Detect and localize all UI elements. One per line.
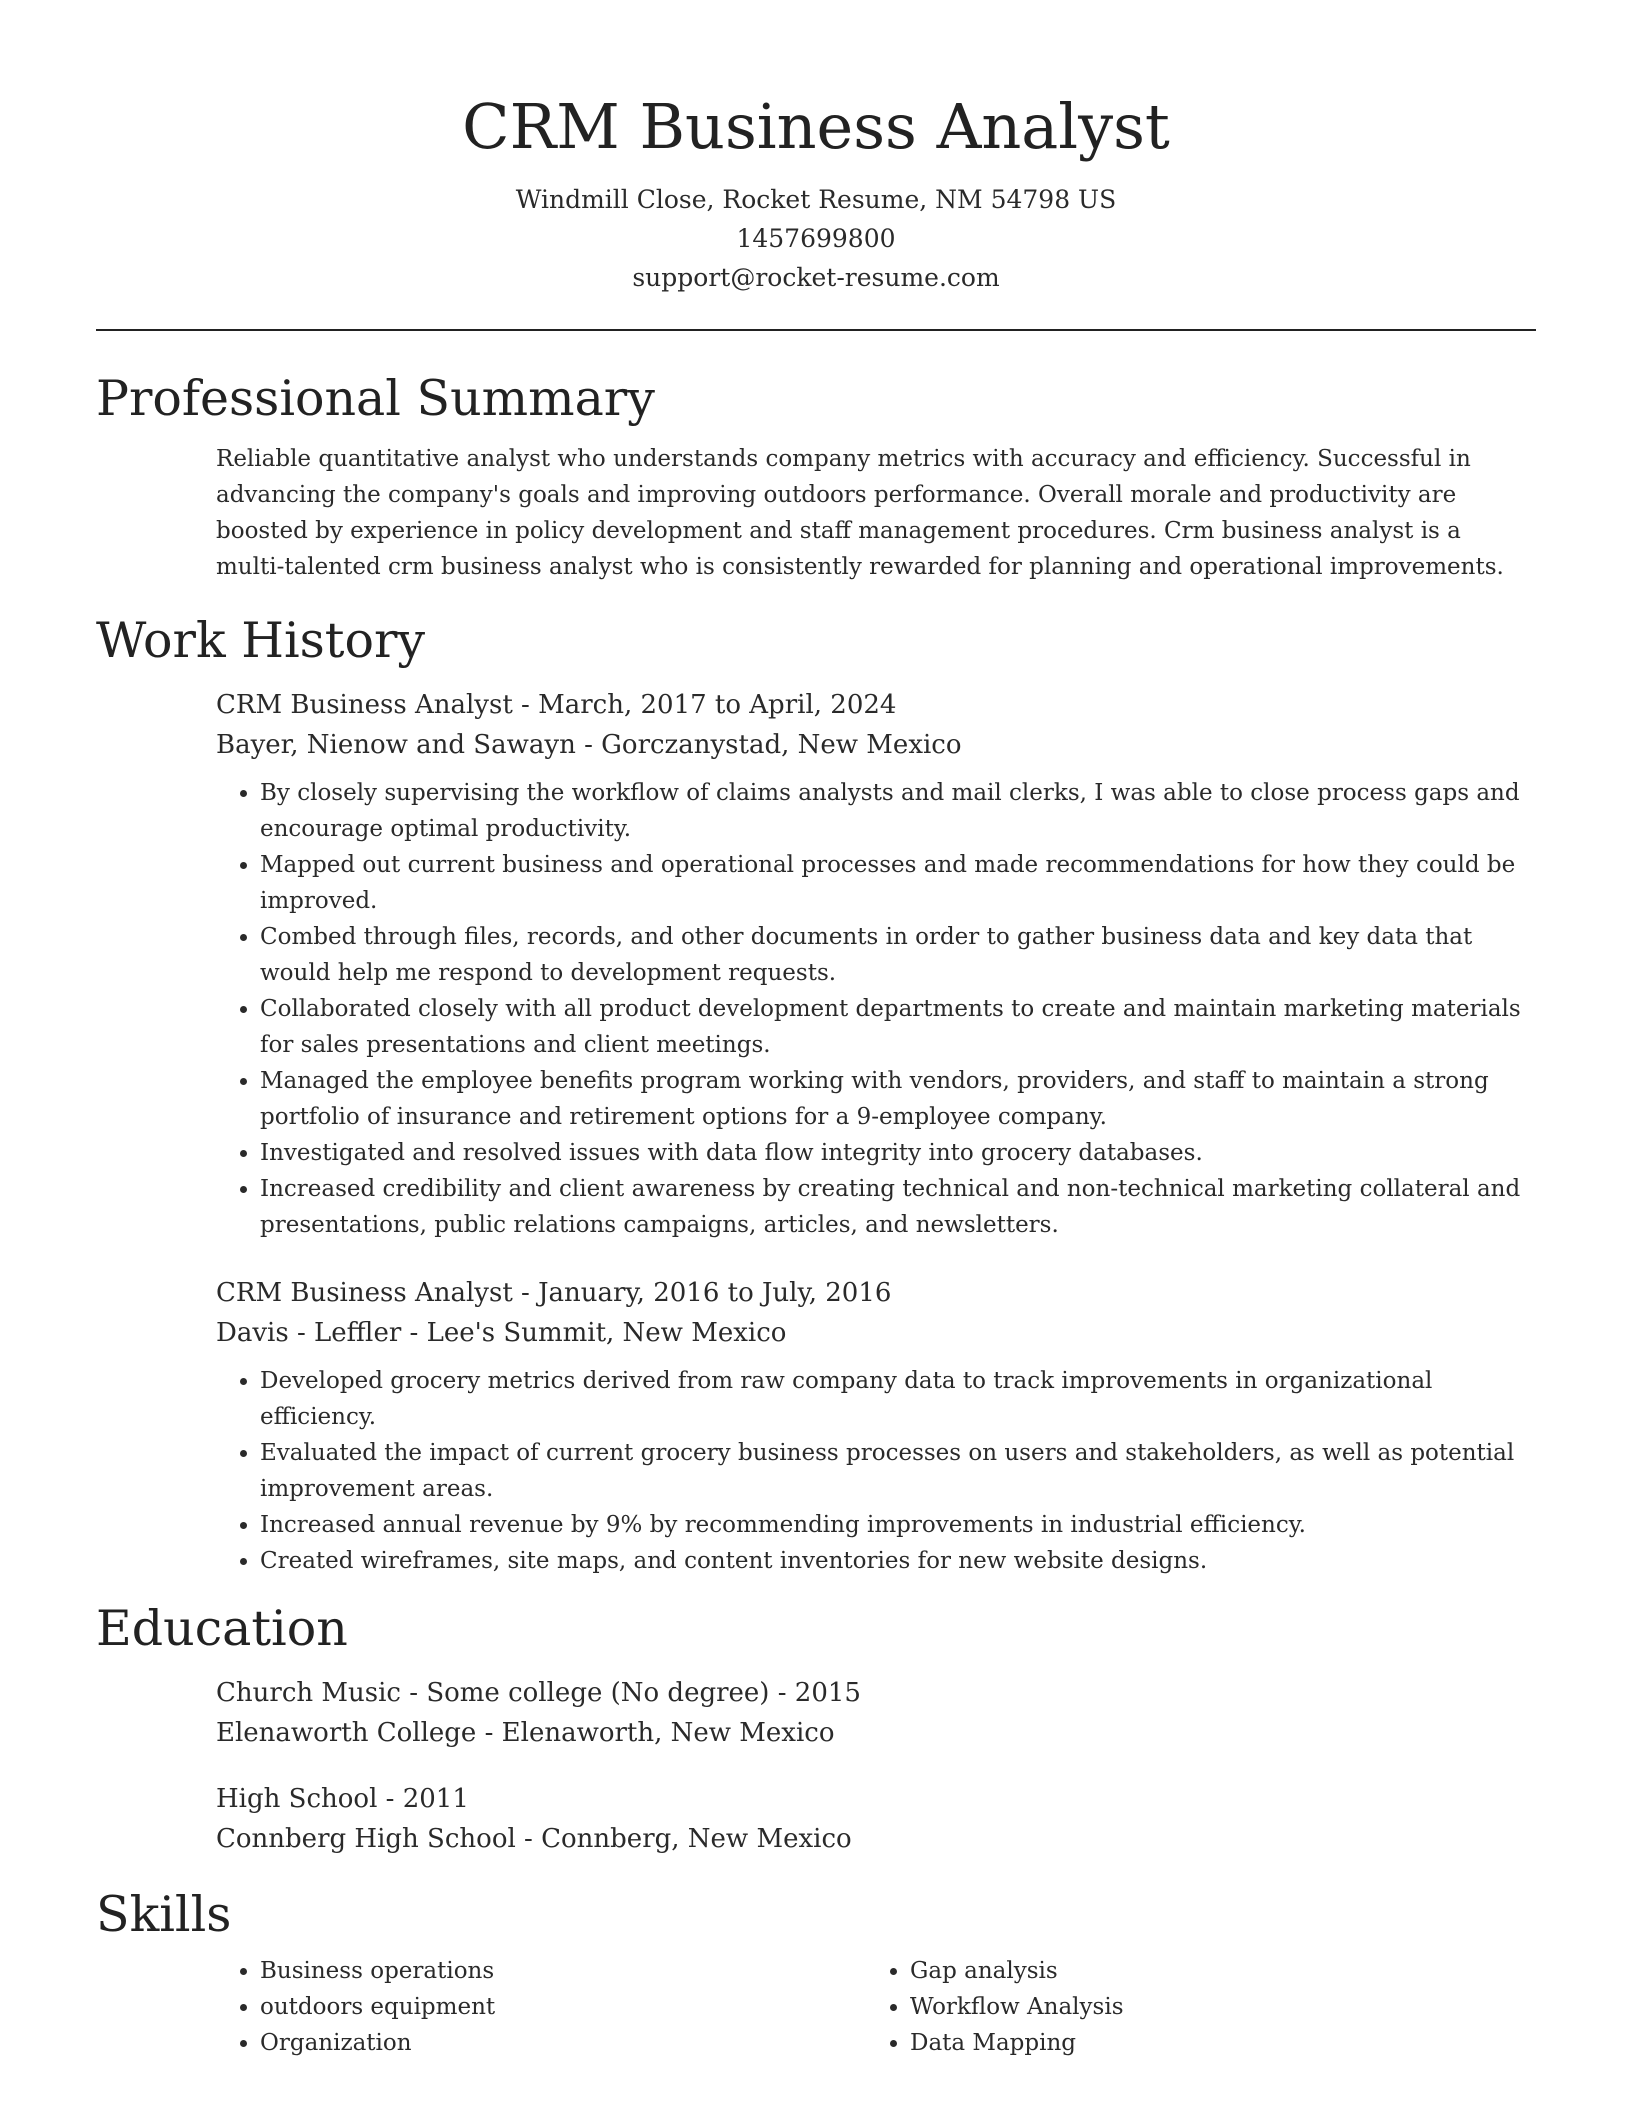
job-location: Lee's Summit, New Mexico bbox=[426, 1318, 787, 1348]
education-entry bbox=[216, 1673, 1536, 1753]
job-title-line: CRM Business Analyst - January, 2016 to July, 2016 bbox=[216, 1278, 892, 1308]
education-school-line: Elenaworth College - Elenaworth, New Mexico bbox=[216, 1718, 835, 1748]
job-bullet: • Increased credibility and client awareness by creating technical and non-technical marketing collateral and presentations, public relations campaigns, articles, and newsletters. bbox=[260, 1171, 1536, 1243]
job-org-line: Davis - Leffler - Lee's Summit, New Mexico bbox=[216, 1318, 787, 1348]
work-history-section bbox=[96, 611, 1536, 1579]
job-bullets bbox=[216, 1363, 1536, 1579]
education-level: Some college (No degree) bbox=[426, 1678, 770, 1708]
education-school: Connberg High School bbox=[216, 1824, 516, 1854]
skill-item: • outdoors equipment bbox=[260, 1989, 866, 2025]
education-title: Education bbox=[96, 1600, 348, 1657]
resume-header bbox=[96, 0, 1536, 297]
summary-section bbox=[96, 369, 1536, 585]
education-degree: Church Music bbox=[216, 1678, 401, 1708]
job-company: Bayer, Nienow and Sawayn bbox=[216, 730, 576, 760]
skills-grid bbox=[216, 1953, 1536, 2061]
skills-list bbox=[216, 1953, 866, 2061]
summary-text: Reliable quantitative analyst who understands company metrics with accuracy and efficiency. Successful in advancing the company's goals and improving outdoors performance. Overall morale and productivity are boosted by experience in policy development and staff management procedures. Crm business analyst is a multi-talented crm business analyst who is consistently rewarded for planning and operational improvements. bbox=[216, 446, 1504, 580]
education-location: Connberg, New Mexico bbox=[541, 1824, 852, 1854]
skill-item: • Gap analysis bbox=[910, 1953, 1516, 1989]
summary-title: Professional Summary bbox=[96, 370, 655, 427]
education-year: 2015 bbox=[794, 1678, 861, 1708]
job-bullet: • Mapped out current business and operational processes and made recommendations for how they could be improved. bbox=[260, 847, 1536, 919]
job-org-line: Bayer, Nienow and Sawayn - Gorczanystad, New Mexico bbox=[216, 730, 962, 760]
education-school-line: Connberg High School - Connberg, New Mexico bbox=[216, 1824, 852, 1854]
job-bullet: • Combed through files, records, and other documents in order to gather business data and key data that would help me respond to development requests. bbox=[260, 919, 1536, 991]
contact-address: Windmill Close, Rocket Resume, NM 54798 US bbox=[515, 185, 1117, 214]
education-location: Elenaworth, New Mexico bbox=[501, 1718, 835, 1748]
education-section bbox=[96, 1599, 1536, 1859]
skills-section bbox=[96, 1885, 1536, 2061]
job-bullet: • Evaluated the impact of current grocery business processes on users and stakeholders, as well as potential improvement areas. bbox=[260, 1435, 1536, 1507]
skills-list bbox=[866, 1953, 1516, 2061]
skills-column-left bbox=[216, 1953, 866, 2061]
job-bullet: • By closely supervising the workflow of claims analysts and mail clerks, I was able to close process gaps and encourage optimal productivity. bbox=[260, 775, 1536, 847]
skill-item: • Organization bbox=[260, 2025, 866, 2061]
education-degree: High School bbox=[216, 1784, 378, 1814]
resume-page bbox=[96, 0, 1536, 2061]
job-bullet: • Created wireframes, site maps, and content inventories for new website designs. bbox=[260, 1543, 1536, 1579]
job-bullet: • Developed grocery metrics derived from raw company data to track improvements in organizational efficiency. bbox=[260, 1363, 1536, 1435]
contact-email: support@rocket-resume.com bbox=[632, 263, 1000, 292]
education-year: 2011 bbox=[402, 1784, 469, 1814]
job-bullet: • Collaborated closely with all product development departments to create and maintain marketing materials for sales presentations and client meetings. bbox=[260, 991, 1536, 1063]
education-entry bbox=[216, 1779, 1536, 1859]
skill-item: • Business operations bbox=[260, 1953, 866, 1989]
job-location: Gorczanystad, New Mexico bbox=[601, 730, 962, 760]
education-degree-line: High School - 2011 bbox=[216, 1784, 469, 1814]
work-history-title: Work History bbox=[96, 612, 426, 669]
job-role: CRM Business Analyst bbox=[216, 690, 513, 720]
education-school: Elenaworth College bbox=[216, 1718, 477, 1748]
job-title-line: CRM Business Analyst - March, 2017 to April, 2024 bbox=[216, 690, 897, 720]
job-bullet: • Investigated and resolved issues with data flow integrity into grocery databases. bbox=[260, 1135, 1536, 1171]
contact-block bbox=[96, 180, 1536, 297]
header-divider bbox=[96, 329, 1536, 331]
skill-item: • Workflow Analysis bbox=[910, 1989, 1516, 2025]
job-entry bbox=[216, 685, 1536, 1243]
job-bullet: • Managed the employee benefits program working with vendors, providers, and staff to maintain a strong portfolio of insurance and retirement options for a 9-employee company. bbox=[260, 1063, 1536, 1135]
job-dates: January, 2016 to July, 2016 bbox=[538, 1278, 892, 1308]
job-role: CRM Business Analyst bbox=[216, 1278, 513, 1308]
job-dates: March, 2017 to April, 2024 bbox=[538, 690, 897, 720]
job-bullet: • Increased annual revenue by 9% by recommending improvements in industrial efficiency. bbox=[260, 1507, 1536, 1543]
skills-column-right bbox=[866, 1953, 1516, 2061]
job-entry bbox=[216, 1273, 1536, 1579]
skill-item: • Data Mapping bbox=[910, 2025, 1516, 2061]
candidate-name: CRM Business Analyst bbox=[462, 90, 1170, 163]
education-degree-line: Church Music - Some college (No degree) - 2015 bbox=[216, 1678, 861, 1708]
skills-title: Skills bbox=[96, 1886, 232, 1943]
job-bullets bbox=[216, 775, 1536, 1243]
job-company: Davis - Leffler bbox=[216, 1318, 402, 1348]
contact-phone: 1457699800 bbox=[736, 224, 896, 253]
